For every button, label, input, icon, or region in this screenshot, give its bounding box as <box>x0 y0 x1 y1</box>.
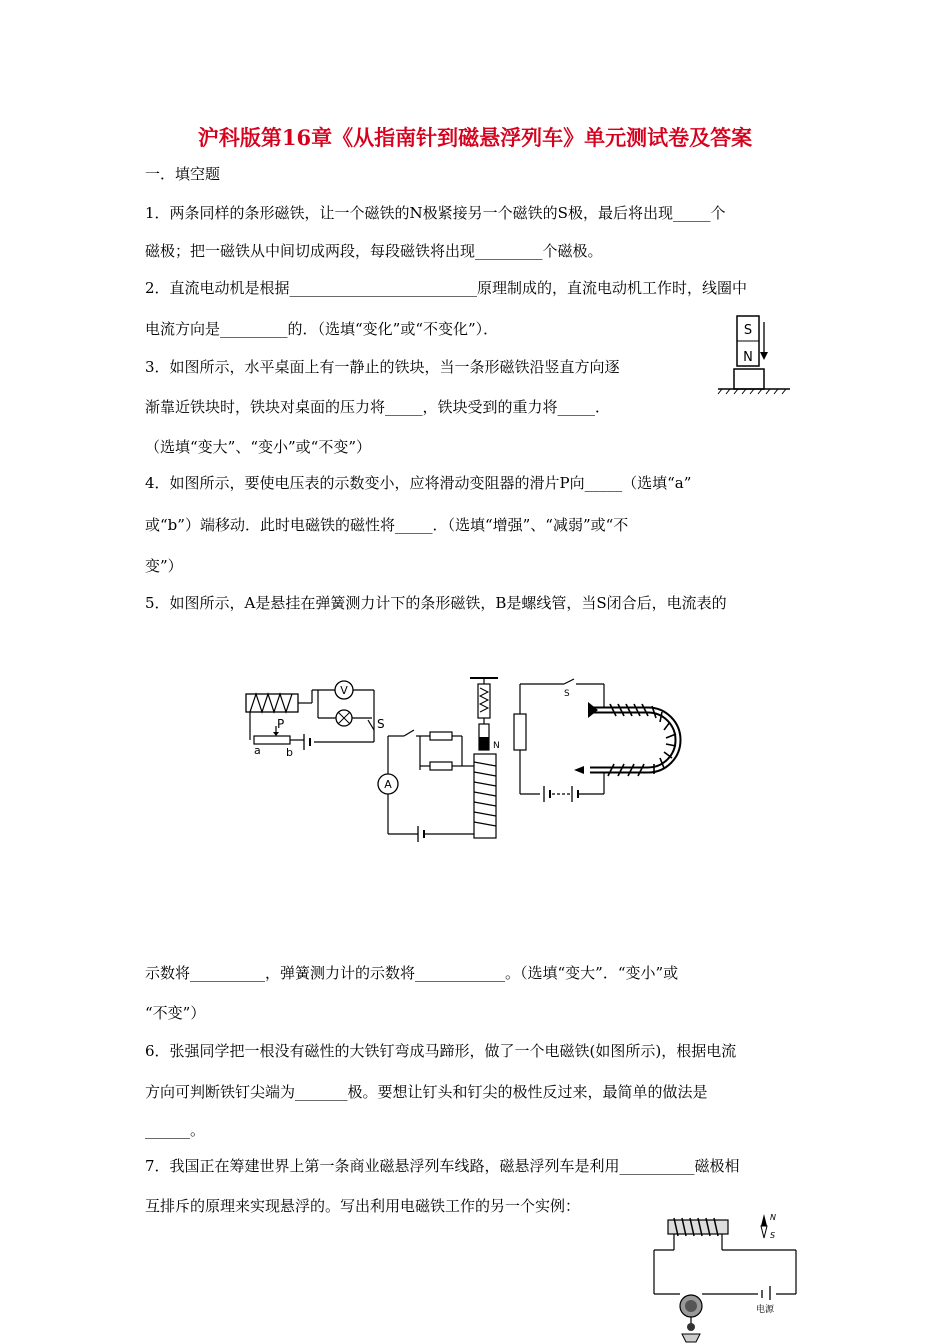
q7-line1: 7．我国正在筹建世界上第一条商业磁悬浮列车线路，磁悬浮列车是利用__________磁极相 <box>145 1157 740 1175</box>
q5-line1: 5．如图所示，A是悬挂在弹簧测力计下的条形磁铁，B是螺线管，当S闭合后，电流表的 <box>145 594 727 612</box>
q6-line1: 6．张强同学把一根没有磁性的大铁钉弯成马蹄形，做了一个电磁铁(如图所示)，根据电流 <box>145 1042 737 1060</box>
q5-line2: 示数将__________，弹簧测力计的示数将____________。（选填“变大”．“变小”或 <box>145 964 679 982</box>
section-heading: 一．填空题 <box>145 165 221 183</box>
fig-q4-circuit <box>240 672 385 762</box>
fig4-switch-label: S <box>377 717 385 731</box>
q1-line1: 1．两条同样的条形磁铁，让一个磁铁的N极紧接另一个磁铁的S极，最后将出现_____个 <box>145 204 726 222</box>
q4-line2: 或“b”）端移动．此时电磁铁的磁性将_____．（选填“增强”、“减弱”或“不 <box>145 516 629 534</box>
q3-line1: 3．如图所示，水平桌面上有一静止的铁块，当一条形磁铁沿竖直方向逐 <box>145 358 620 376</box>
fig3-n-label: N <box>743 350 753 365</box>
fig6-switch-label: S <box>564 689 570 699</box>
fig-q6-horseshoe <box>508 676 683 806</box>
page-title: 沪科版第16章《从指南针到磁悬浮列车》单元测试卷及答案 <box>197 125 753 150</box>
q2-line1: 2．直流电动机是根据_________________________原理制成的，直流电动机工作时，线圈中 <box>145 279 748 297</box>
q4-line1: 4．如图所示，要使电压表的示数变小，应将滑动变阻器的滑片P向_____（选填“a” <box>145 474 692 492</box>
fig-q5-circuit <box>374 676 506 840</box>
q7-line2: 互排斥的原理来实现悬浮的。写出利用电磁铁工作的另一个实例： <box>145 1197 581 1215</box>
q6-line3: ______。 <box>145 1121 206 1139</box>
fig4-a-label: a <box>254 744 261 757</box>
fig5-n-label: N <box>493 741 500 751</box>
q3-line2: 渐靠近铁块时，铁块对桌面的压力将_____，铁块受到的重力将_____． <box>145 398 611 416</box>
q5-line3: “不变”） <box>145 1004 206 1022</box>
spring-balance-icon <box>478 684 490 718</box>
compass-needle-icon <box>761 1214 767 1226</box>
voltmeter-label: V <box>340 684 348 697</box>
horseshoe-nail-icon <box>590 710 678 770</box>
fig4-b-label: b <box>286 746 293 759</box>
fig5-ammeter-label: A <box>384 778 392 791</box>
fig4-p-label: P <box>277 717 285 731</box>
q3-line3: （选填“变大”、“变小”或“不变”） <box>145 438 372 456</box>
q2-line2: 电流方向是_________的．（选填“变化”或“不变化”）． <box>145 320 499 338</box>
rheostat-icon <box>254 736 290 744</box>
q4-line3: 变”） <box>145 557 183 575</box>
fig7-n-label: N <box>770 1213 776 1222</box>
fig7-power-label: 电源 <box>756 1305 775 1315</box>
fig7-s-label: S <box>770 1231 776 1240</box>
q6-line2: 方向可判断铁钉尖端为_______极。要想让钉头和钉尖的极性反过来，最简单的做法是 <box>145 1083 708 1101</box>
fig-q7-solenoid <box>650 1210 800 1342</box>
switch-icon <box>564 679 574 684</box>
fig-q3-magnet-block <box>712 314 797 396</box>
fig3-s-label: S <box>743 323 753 338</box>
q1-line2: 磁极；把一磁铁从中间切成两段，每段磁铁将出现_________个磁极。 <box>145 242 603 260</box>
